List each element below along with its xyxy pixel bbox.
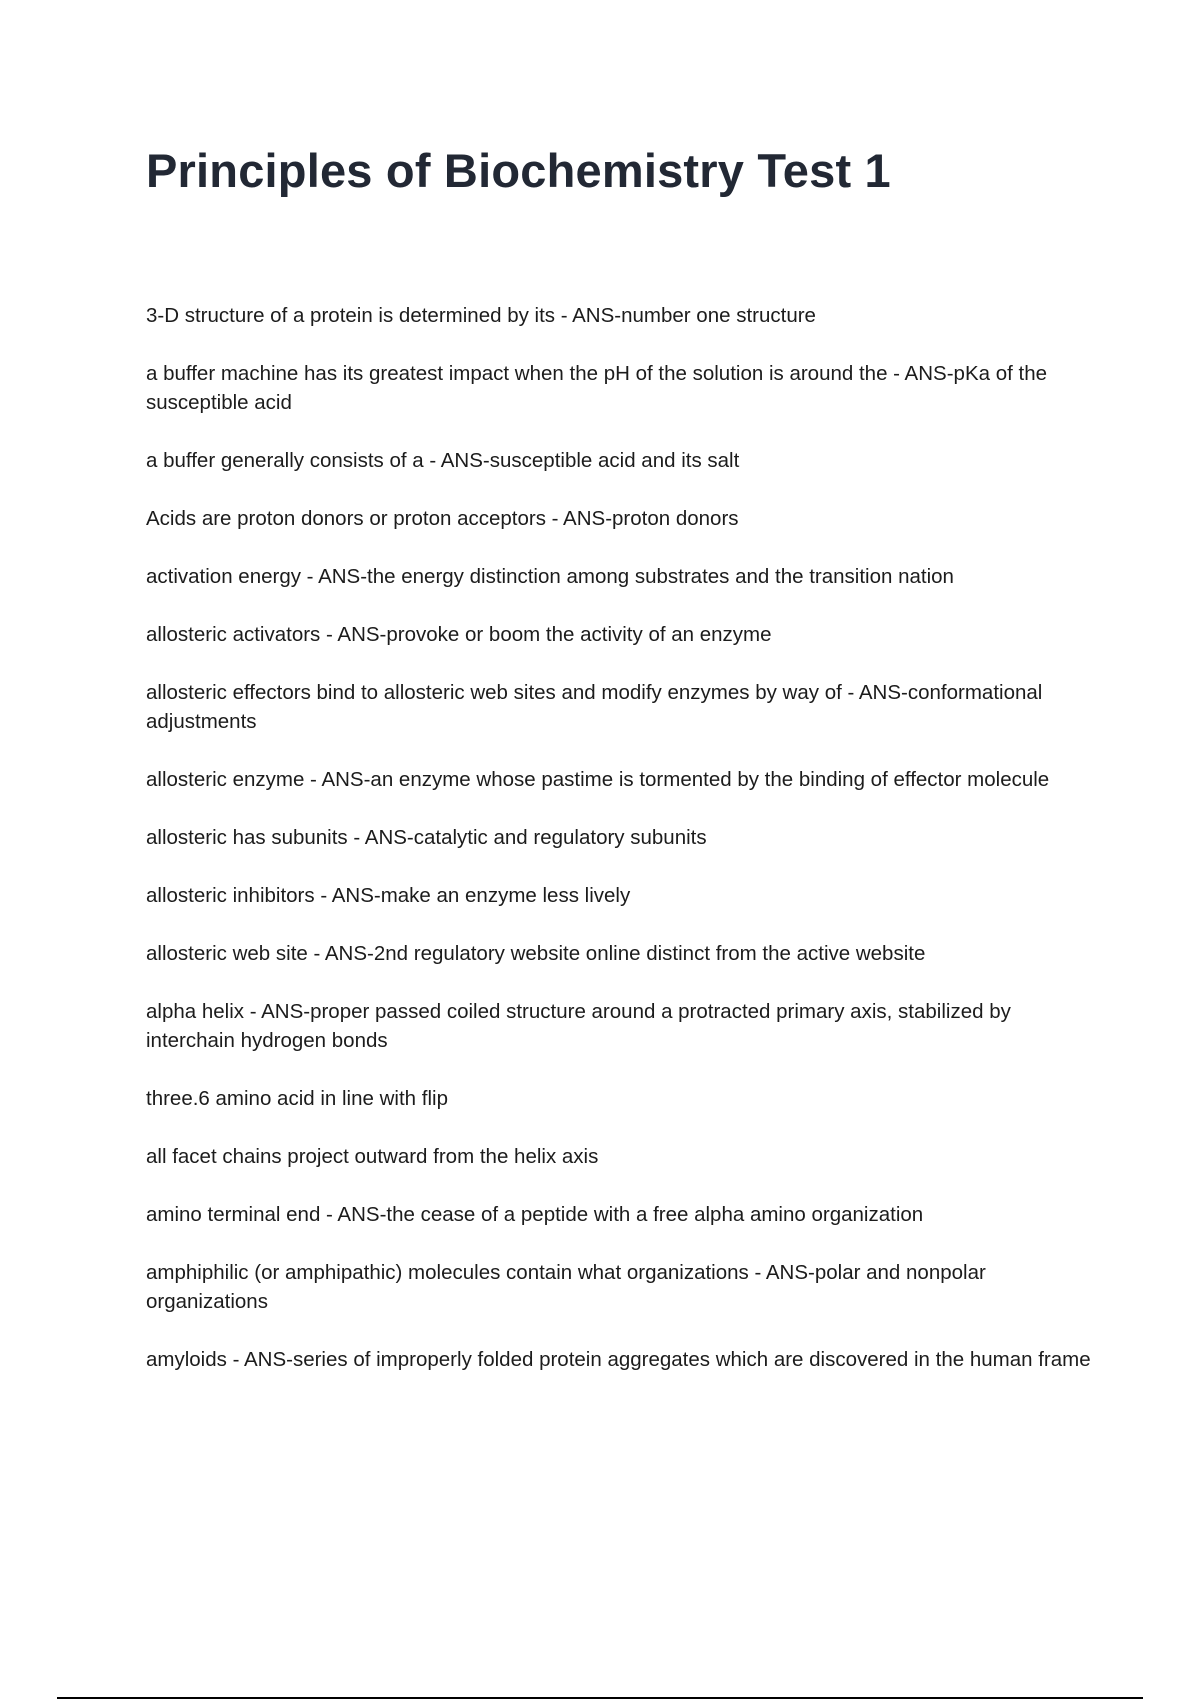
qa-entry: allosteric activators - ANS-provoke or boom the activity of an enzyme bbox=[146, 623, 772, 646]
qa-entry: amphiphilic (or amphipathic) molecules contain what organizations - ANS-polar and nonpolar organizations bbox=[146, 1261, 986, 1313]
qa-entry: 3-D structure of a protein is determined by its - ANS-number one structure bbox=[146, 304, 816, 327]
qa-entry: a buffer machine has its greatest impact when the pH of the solution is around the - ANS-pKa of the susceptible acid bbox=[146, 362, 1047, 414]
qa-entry: allosteric enzyme - ANS-an enzyme whose pastime is tormented by the binding of effector molecule bbox=[146, 768, 1050, 791]
qa-entry: allosteric inhibitors - ANS-make an enzyme less lively bbox=[146, 884, 631, 907]
qa-entry: three.6 amino acid in line with flip bbox=[146, 1087, 448, 1110]
qa-entry: allosteric has subunits - ANS-catalytic and regulatory subunits bbox=[146, 826, 707, 849]
qa-entry: amino terminal end - ANS-the cease of a peptide with a free alpha amino organization bbox=[146, 1203, 924, 1226]
qa-list bbox=[146, 301, 1096, 1403]
qa-entry: activation energy - ANS-the energy distinction among substrates and the transition nation bbox=[146, 565, 954, 588]
qa-entry: all facet chains project outward from the helix axis bbox=[146, 1145, 599, 1168]
qa-entry: Acids are proton donors or proton acceptors - ANS-proton donors bbox=[146, 507, 739, 530]
qa-entry: alpha helix - ANS-proper passed coiled structure around a protracted primary axis, stabilized by interchain hydrogen bonds bbox=[146, 1000, 1011, 1052]
footer-divider bbox=[57, 1697, 1143, 1699]
qa-entry: allosteric web site - ANS-2nd regulatory website online distinct from the active website bbox=[146, 942, 926, 965]
qa-entry: allosteric effectors bind to allosteric web sites and modify enzymes by way of - ANS-conformational adjustments bbox=[146, 681, 1043, 733]
page-title: Principles of Biochemistry Test 1 bbox=[146, 144, 891, 197]
qa-entry: a buffer generally consists of a - ANS-susceptible acid and its salt bbox=[146, 449, 740, 472]
qa-entry: amyloids - ANS-series of improperly folded protein aggregates which are discovered in the human frame bbox=[146, 1348, 1091, 1371]
